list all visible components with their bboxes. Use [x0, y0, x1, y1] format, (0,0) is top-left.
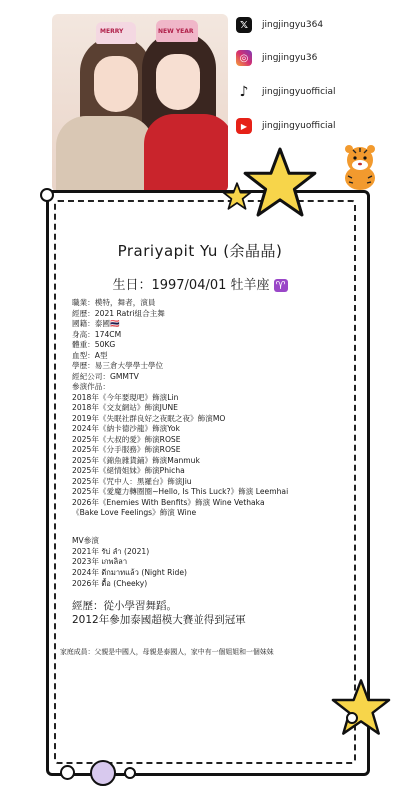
- info-list: [72, 298, 288, 519]
- instagram-icon: ◎: [236, 50, 252, 66]
- info-line: 2025年《大叔的愛》飾演ROSE: [72, 434, 181, 444]
- career-section: [72, 599, 246, 627]
- birthday-line: [0, 274, 400, 293]
- profile-name: Prariyapit Yu (余晶晶): [117, 242, 283, 260]
- info-line: 2025年《錦魚雜貨鋪》飾演Manmuk: [72, 455, 200, 465]
- info-line: 2018年《交友網站》飾演JUNE: [72, 403, 178, 412]
- small-star-icon: [222, 182, 252, 210]
- mv-item: 2023年 เกพลิลา: [72, 557, 128, 567]
- social-handle: jingjingyu36: [262, 53, 318, 63]
- large-star-icon: [242, 146, 318, 218]
- decor-dot: [346, 712, 358, 724]
- info-line: 經歷：2021 Ratri組合主舞: [72, 308, 165, 318]
- career-line: 經歷：從小學習舞蹈。: [72, 600, 177, 612]
- youtube-icon: ▶: [236, 118, 252, 134]
- bottom-star-icon: [330, 678, 392, 736]
- mv-list: [72, 536, 187, 590]
- info-line: 學歷：易三倉大學學士學位: [72, 361, 164, 370]
- social-handle: jingjingyuofficial: [262, 121, 336, 131]
- info-line: 身高：174CM: [72, 329, 122, 339]
- info-line: 經紀公司：GMMTV: [72, 371, 139, 381]
- birthday-text: 生日：1997/04/01 牡羊座: [112, 278, 270, 293]
- career-line: 2012年參加泰國超模大賽並得到冠軍: [72, 614, 246, 626]
- social-link-instagram[interactable]: [236, 50, 317, 66]
- mv-item: 2024年 ดีกมาทแล้ว (Night Ride): [72, 568, 187, 578]
- social-handle: jingjingyu364: [262, 20, 324, 30]
- info-line: 體重：50KG: [72, 340, 116, 349]
- info-line: 參演作品：: [72, 382, 110, 391]
- social-link-tiktok[interactable]: [236, 84, 336, 100]
- social-handle: jingjingyuofficial: [262, 87, 336, 97]
- mv-item: 2026年 ดื้อ (Cheeky): [72, 578, 148, 588]
- info-line: 2026年《Enemies With Benfits》飾演 Wine Vethaka: [72, 497, 265, 507]
- info-line: 2025年《分手服務》飾演ROSE: [72, 445, 181, 454]
- info-line: 國籍：泰國🇹🇭: [72, 319, 120, 328]
- family-line: 家庭成員：父親是中國人，母親是泰國人，家中有一個姐姐和一個妹妹: [60, 648, 274, 656]
- info-line: 職業：模特，舞者，演員: [72, 298, 156, 307]
- x-icon: 𝕏: [236, 17, 252, 33]
- info-line: 2025年《愛魔力轉圈圈~Hello, Is This Luck?》飾演 Leemhai: [72, 487, 289, 496]
- crown-text-right: NEW YEAR: [158, 28, 194, 35]
- decor-dot: [60, 765, 75, 780]
- cover-photo: [52, 14, 228, 192]
- info-line: 《Bake Love Feelings》飾演 Wine: [72, 508, 197, 517]
- decor-dot-large: [90, 760, 116, 786]
- crown-text-left: MERRY: [100, 28, 124, 35]
- info-line: 2024年《納卡德沙龍》飾演Yok: [72, 424, 180, 433]
- social-link-youtube[interactable]: [236, 118, 336, 134]
- decor-dot: [124, 767, 136, 779]
- mv-heading: MV參演: [72, 536, 99, 545]
- tiktok-icon: ♪: [236, 84, 252, 100]
- info-line: 2025年《絕情姐妹》飾演Phicha: [72, 466, 185, 475]
- aries-zodiac-icon: ♈: [275, 279, 286, 292]
- info-line: 血型：A型: [72, 350, 108, 360]
- mv-item: 2021年 รับ่ ลำ (2021): [72, 546, 150, 556]
- info-line: 2018年《今年要現吧》飾演Lin: [72, 392, 179, 402]
- info-line: 2025年《咒中人：黑羅台》飾演Jiu: [72, 476, 192, 486]
- info-line: 2019年《失眠社群良好之夜眠之夜》飾演MO: [72, 413, 226, 423]
- tiger-mascot-icon: [334, 140, 386, 192]
- social-link-x[interactable]: [236, 17, 323, 33]
- decor-dot: [40, 188, 54, 202]
